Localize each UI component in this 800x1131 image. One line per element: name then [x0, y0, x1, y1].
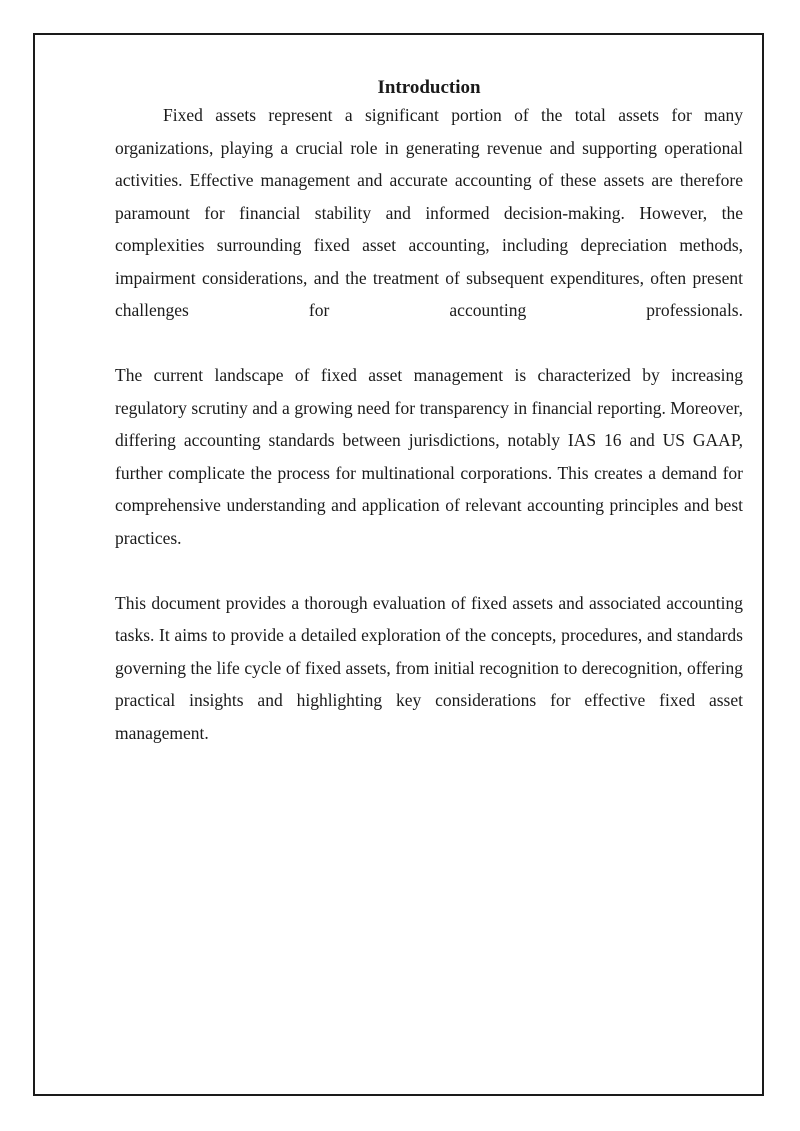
paragraph-3: This document provides a thorough evaluation of fixed assets and associated accounting tasks. It aims to provide a detailed exploration of the concepts, procedures, and standards governing the life cycle of fixed assets, from initial recognition to derecognition, offering practical insights and highlighting key considerations for effective fixed asset management.: [115, 592, 743, 743]
document-title: Introduction: [377, 77, 481, 98]
paragraph-2: The current landscape of fixed asset management is characterized by increasing regulatory scrutiny and a growing need for transparency in financial reporting. Moreover, differing accounting standards between jurisdictions, notably IAS 16 and US GAAP, further complicate the process for multinational corporations. This creates a demand for comprehensive understanding and application of relevant accounting principles and best practices.: [115, 365, 743, 548]
paragraph-gap: [115, 327, 743, 360]
paragraph-1: Fixed assets represent a significant portion of the total assets for many organizations, playing a crucial role in generating revenue and supporting operational activities. Effective management and accurate accounting of these assets are therefore paramount for financial stability and informed decision-making. However, the complexities surrounding fixed asset accounting, including depreciation methods, impairment considerations, and the treatment of subsequent expenditures, often present challenges for accounting professionals.: [115, 105, 743, 320]
document-body: [115, 76, 743, 749]
paragraph-gap: [115, 554, 743, 587]
